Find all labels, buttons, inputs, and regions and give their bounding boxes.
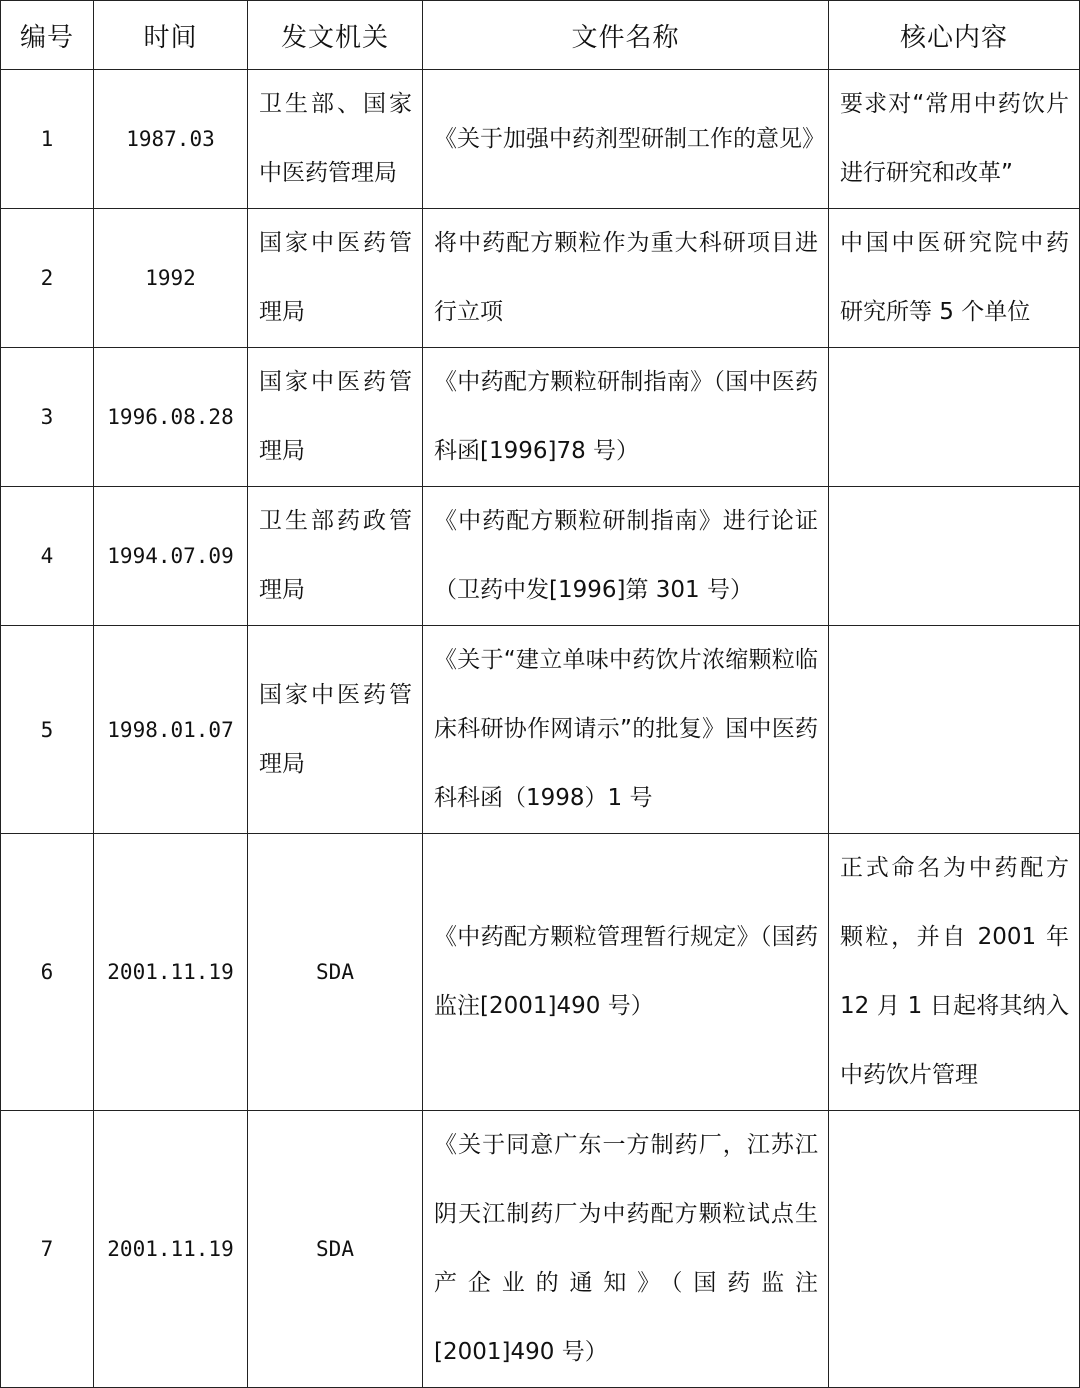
row-number: 7 (1, 1111, 94, 1388)
row-document-title-text: 《中药配方颗粒研制指南》（国中医药科函[1996]78 号） (434, 369, 818, 464)
table-row (1, 348, 1080, 487)
row-agency (248, 209, 423, 348)
row-date: 1998.01.07 (94, 626, 248, 834)
row-agency-text: 国家中医药管理局 (259, 681, 412, 777)
row-core-content-text: 要求对“常用中药饮片进行研究和改革” (840, 91, 1069, 186)
row-agency (248, 487, 423, 626)
row-document-title (423, 834, 829, 1111)
row-core-content (829, 626, 1080, 834)
row-core-content-text: 中国中医研究院中药研究所等 5 个单位 (840, 230, 1069, 325)
table-row (1, 1111, 1080, 1388)
table-header-row (1, 1, 1080, 70)
row-document-title-text: 《关于同意广东一方制药厂，江苏江阴天江制药厂为中药配方颗粒试点生产企业的通知》（国药监注[2001]490 号） (434, 1132, 818, 1365)
row-agency (248, 1111, 423, 1388)
row-agency-text: 国家中医药管理局 (259, 369, 412, 464)
row-core-content (829, 834, 1080, 1111)
row-date: 2001.11.19 (94, 1111, 248, 1388)
row-document-title (423, 1111, 829, 1388)
row-number: 1 (1, 70, 94, 209)
header-document-title: 文件名称 (423, 1, 829, 70)
table-row (1, 487, 1080, 626)
row-agency-text: 卫生部、国家中医药管理局 (259, 91, 412, 186)
header-number: 编号 (1, 1, 94, 70)
table-row (1, 834, 1080, 1111)
row-number: 4 (1, 487, 94, 626)
row-agency (248, 834, 423, 1111)
row-agency (248, 348, 423, 487)
row-number: 2 (1, 209, 94, 348)
row-document-title (423, 626, 829, 834)
row-document-title-text: 《关于加强中药剂型研制工作的意见》 (434, 125, 825, 152)
row-number: 5 (1, 626, 94, 834)
row-document-title (423, 487, 829, 626)
row-date: 2001.11.19 (94, 834, 248, 1111)
row-agency-text: SDA (316, 960, 354, 984)
row-core-content (829, 1111, 1080, 1388)
row-document-title-text: 将中药配方颗粒作为重大科研项目进行立项 (434, 230, 818, 325)
header-core-content: 核心内容 (829, 1, 1080, 70)
table-row (1, 70, 1080, 209)
row-date: 1987.03 (94, 70, 248, 209)
row-core-content (829, 70, 1080, 209)
header-agency: 发文机关 (248, 1, 423, 70)
row-agency-text: 国家中医药管理局 (259, 230, 412, 325)
row-document-title (423, 209, 829, 348)
row-document-title-text: 《中药配方颗粒研制指南》进行论证（卫药中发[1996]第 301 号） (434, 508, 818, 603)
row-number: 3 (1, 348, 94, 487)
header-date: 时间 (94, 1, 248, 70)
row-agency (248, 70, 423, 209)
row-core-content (829, 348, 1080, 487)
table-row (1, 626, 1080, 834)
row-date: 1994.07.09 (94, 487, 248, 626)
row-agency-text: 卫生部药政管理局 (259, 508, 412, 603)
row-document-title-text: 《中药配方颗粒管理暂行规定》（国药监注[2001]490 号） (434, 924, 818, 1019)
row-date: 1992 (94, 209, 248, 348)
row-core-content (829, 209, 1080, 348)
row-agency (248, 626, 423, 834)
table-row (1, 209, 1080, 348)
row-document-title (423, 348, 829, 487)
row-agency-text: SDA (316, 1237, 354, 1261)
row-core-content-text: 正式命名为中药配方颗粒，并自 2001 年 12 月 1 日起将其纳入中药饮片管理 (840, 855, 1069, 1088)
row-core-content (829, 487, 1080, 626)
row-document-title-text: 《关于“建立单味中药饮片浓缩颗粒临床科研协作网请示”的批复》国中医药科科函（1998）1 号 (434, 647, 818, 811)
row-number: 6 (1, 834, 94, 1111)
row-date: 1996.08.28 (94, 348, 248, 487)
row-document-title (423, 70, 829, 209)
